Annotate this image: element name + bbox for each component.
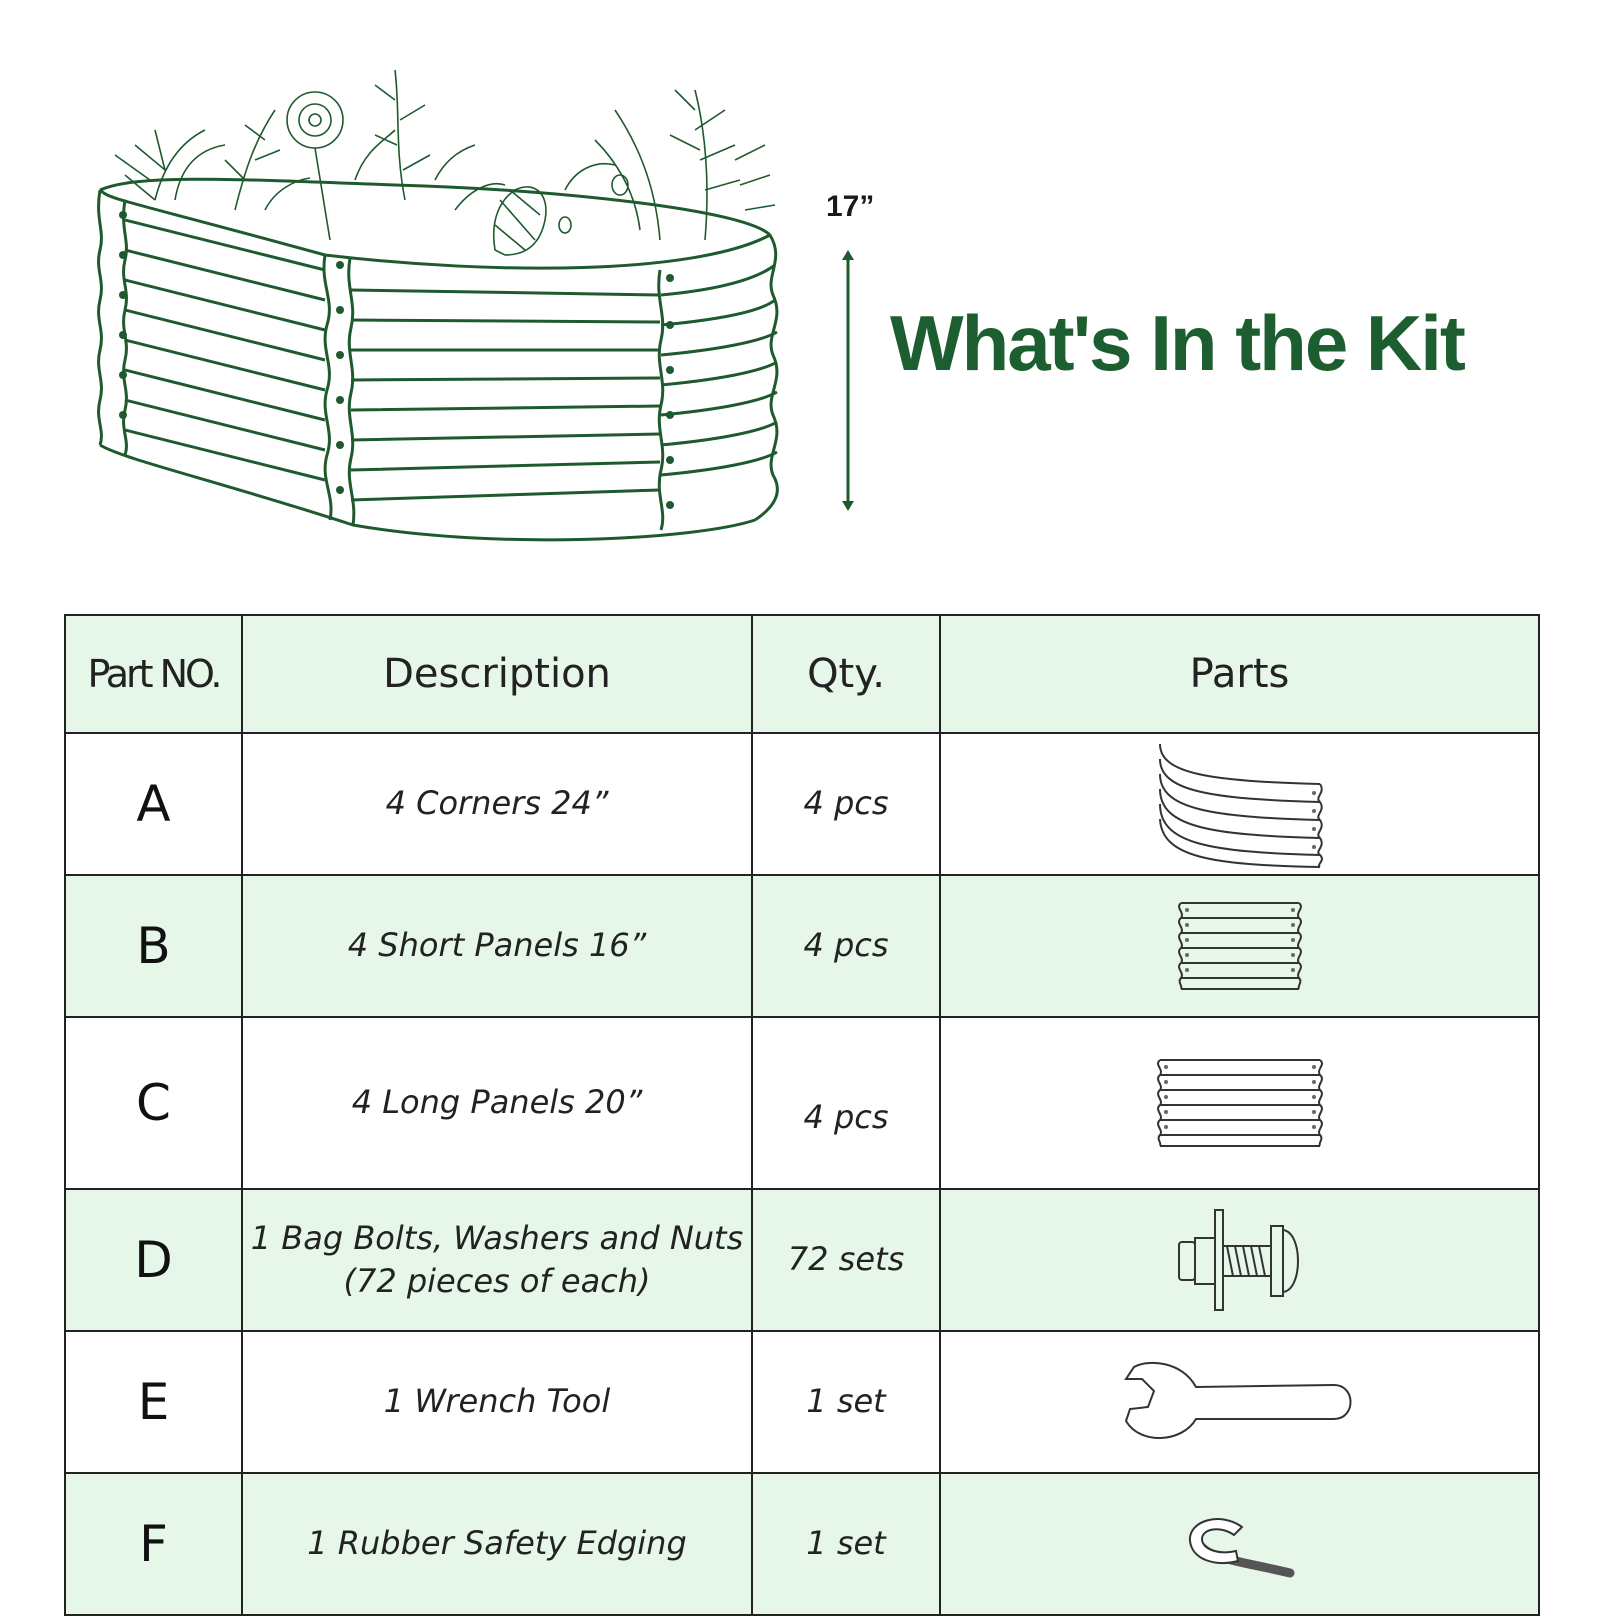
part-description: 1 Wrench Tool bbox=[242, 1331, 752, 1473]
part-number: E bbox=[65, 1331, 242, 1473]
part-quantity: 4 pcs bbox=[752, 875, 940, 1017]
short-panel-icon bbox=[1175, 900, 1305, 992]
part-quantity: 4 pcs bbox=[752, 1017, 940, 1189]
part-image bbox=[940, 1189, 1539, 1331]
plants-illustration bbox=[115, 70, 775, 255]
part-image bbox=[940, 1331, 1539, 1473]
table-row bbox=[65, 733, 1539, 875]
part-image bbox=[940, 1017, 1539, 1189]
table-row bbox=[65, 1189, 1539, 1331]
table-header-row bbox=[65, 615, 1539, 733]
part-description: 1 Bag Bolts, Washers and Nuts (72 pieces of each) bbox=[242, 1189, 752, 1331]
column-header-description: Description bbox=[242, 615, 752, 733]
part-quantity: 1 set bbox=[752, 1473, 940, 1615]
rubber-edging-icon bbox=[1180, 1509, 1300, 1579]
part-image bbox=[940, 733, 1539, 875]
raised-garden-bed-illustration bbox=[95, 50, 795, 560]
part-number: C bbox=[65, 1017, 242, 1189]
part-quantity: 1 set bbox=[752, 1331, 940, 1473]
table-row bbox=[65, 1017, 1539, 1189]
part-number: A bbox=[65, 733, 242, 875]
part-number: B bbox=[65, 875, 242, 1017]
column-header-parts: Parts bbox=[940, 615, 1539, 733]
table-row bbox=[65, 1331, 1539, 1473]
height-dimension-arrow bbox=[838, 248, 858, 513]
part-quantity: 4 pcs bbox=[752, 733, 940, 875]
long-panel-icon bbox=[1154, 1057, 1326, 1149]
part-number: D bbox=[65, 1189, 242, 1331]
part-number: F bbox=[65, 1473, 242, 1615]
corner-panel-icon bbox=[1150, 739, 1330, 869]
part-quantity: 72 sets bbox=[752, 1189, 940, 1331]
part-description: 4 Corners 24” bbox=[242, 733, 752, 875]
table-row bbox=[65, 1473, 1539, 1615]
hero-section bbox=[0, 0, 1600, 600]
part-image bbox=[940, 875, 1539, 1017]
height-dimension-label: 17” bbox=[826, 190, 875, 223]
part-description: 4 Long Panels 20” bbox=[242, 1017, 752, 1189]
kit-contents-table bbox=[64, 614, 1540, 1616]
wrench-icon bbox=[1120, 1357, 1360, 1447]
column-header-qty: Qty. bbox=[752, 615, 940, 733]
part-image bbox=[940, 1473, 1539, 1615]
page-title: What's In the Kit bbox=[890, 299, 1464, 387]
column-header-part-no: Part NO. bbox=[65, 615, 242, 733]
part-description: 1 Rubber Safety Edging bbox=[242, 1473, 752, 1615]
bolt-washer-nut-icon bbox=[1175, 1208, 1305, 1312]
part-description: 4 Short Panels 16” bbox=[242, 875, 752, 1017]
table-row bbox=[65, 875, 1539, 1017]
